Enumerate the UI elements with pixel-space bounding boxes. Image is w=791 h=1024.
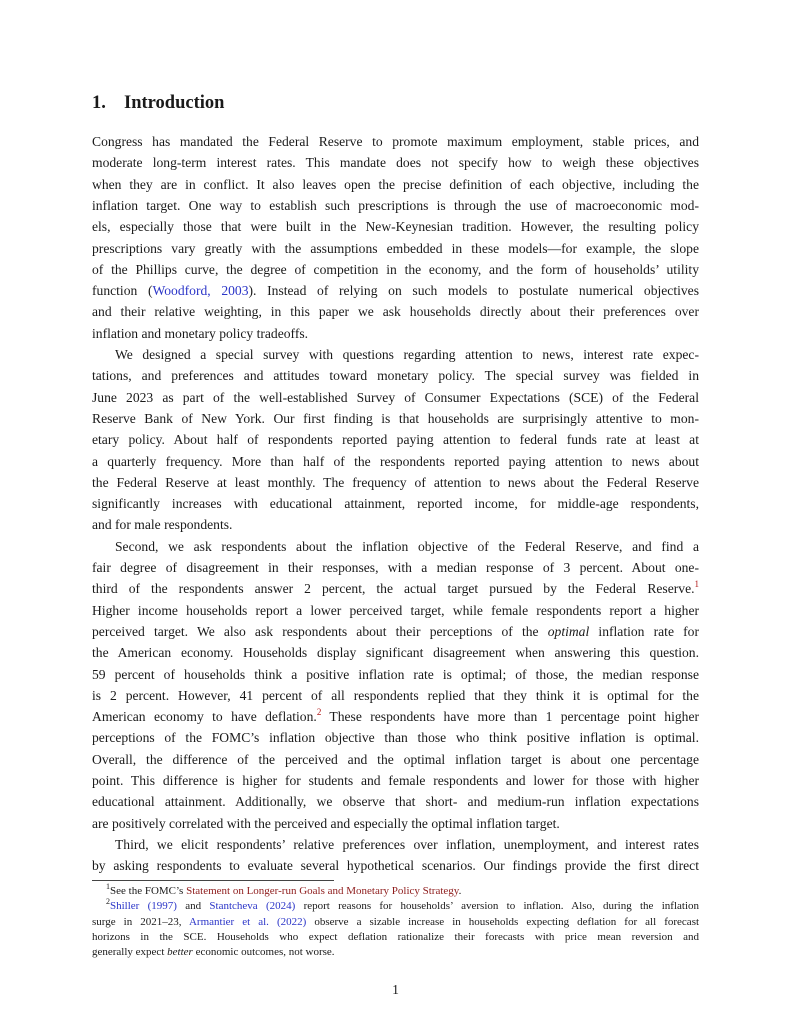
paragraph-line: [92, 453, 699, 471]
text-run: Higher income households report a lower perceived target, while female respondents report a higher: [92, 602, 699, 618]
paragraph-line: [92, 303, 699, 321]
url-link[interactable]: Statement on Longer-run Goals and Monetary Policy Strategy: [186, 885, 459, 897]
footnote-line: [92, 899, 699, 913]
paragraph-line: [92, 751, 699, 769]
footnote-line: [92, 930, 699, 944]
paragraph-line: [92, 815, 699, 833]
text-run: by asking respondents to evaluate several hypothetical scenarios. Our findings provide the first direct: [92, 858, 699, 874]
text-run: observe a sizable increase in households expecting deflation for all forecast: [306, 915, 700, 928]
text-run: .: [458, 885, 462, 897]
text-run: perceptions of the FOMC’s inflation objective than those who think positive inflation is optimal.: [92, 730, 699, 746]
page-number: 1: [392, 982, 399, 997]
emphasis-text: better: [167, 946, 193, 959]
text-run: perceived target. We also ask respondents about their perceptions of the: [92, 623, 548, 639]
paragraph-line: [92, 197, 699, 215]
paragraph-line: [92, 154, 699, 172]
text-run: educational attainment. Additionally, we observe that short- and medium-run inflation expectations: [92, 794, 699, 810]
footnote-line: [92, 915, 699, 929]
footnote-line: [92, 945, 699, 959]
citation-link[interactable]: Shiller (1997): [110, 900, 177, 913]
text-run: are positively correlated with the perceived and especially the optimal inflation target.: [92, 815, 560, 831]
paragraph-line: [92, 836, 699, 854]
text-run: function (: [92, 283, 153, 299]
text-run: Overall, the difference of the perceived and the optimal inflation target is about one percentage: [92, 751, 699, 767]
paragraph-line: [92, 218, 699, 236]
paragraph-line: [92, 516, 699, 534]
text-run: and for male respondents.: [92, 517, 233, 533]
text-run: tations, and preferences and attitudes toward monetary policy. The special survey was fielded in: [92, 368, 699, 384]
text-run: fair degree of disagreement in their responses, with a median response of 3 percent. About one-: [92, 560, 699, 575]
text-run: 59 percent of households think a positive inflation rate is optimal; of those, the median response: [92, 666, 699, 682]
text-run: etary policy. About half of respondents reported paying attention to federal funds rate at least at: [92, 432, 699, 448]
text-run: the Federal Reserve at least monthly. The frequency of attention to news about the Federal Reserve: [92, 474, 699, 490]
footnote-rule: [92, 880, 334, 881]
paragraph-line: [92, 410, 699, 428]
text-run: prescriptions vary greatly with the assumptions embedded in these models—for example, the slope: [92, 240, 699, 256]
text-run: See the FOMC’s: [110, 885, 187, 897]
text-run: Congress has mandated the Federal Reserve to promote maximum employment, stable prices, and: [92, 134, 699, 149]
paragraph-line: [92, 495, 699, 513]
citation-link[interactable]: Armantier et al. (2022): [188, 915, 307, 928]
text-run: inflation rate for: [589, 623, 699, 639]
paragraph-line: [92, 538, 699, 556]
text-run: the American economy. Households display significant disagreement when answering this question.: [92, 645, 699, 661]
text-run: third of the respondents answer 2 percent, the actual target pursued by the Federal Reserve.: [92, 581, 695, 597]
text-run: Reserve Bank of New York. Our first finding is that households are surprisingly attentive to mon-: [92, 410, 699, 426]
paragraph-line: [92, 687, 699, 705]
paragraph-line: [92, 772, 699, 790]
footnote-marker: 2: [106, 897, 110, 907]
paragraph-line: [92, 431, 699, 449]
text-run: These respondents have more than 1 percentage point higher: [321, 709, 700, 725]
text-run: American economy to have deflation.: [92, 709, 317, 725]
citation-link[interactable]: Stantcheva (2024): [209, 900, 296, 913]
paragraph-line: [92, 729, 699, 747]
text-run: inflation and monetary policy tradeoffs.: [92, 325, 309, 341]
text-run: ). Instead of relying on such models to postulate numerical objectives: [248, 283, 700, 299]
text-run: is 2 percent. However, 41 percent of all respondents replied that they think it is optimal for the: [92, 687, 699, 703]
paragraph-line: [92, 240, 699, 258]
footnote-marker: 1: [106, 882, 110, 891]
text-run: economic outcomes, not worse.: [192, 946, 335, 959]
paragraph-line: [92, 857, 699, 875]
text-run: els, especially those that were built in the New-Keynesian tradition. However, the resulting policy: [92, 219, 699, 235]
text-run: when they are in conflict. It also leaves open the precise definition of each objective, including the: [92, 176, 699, 192]
paragraph-line: [92, 623, 699, 641]
text-run: report reasons for households’ aversion to inflation. Also, during the inflation: [295, 900, 699, 913]
text-run: We designed a special survey with questions regarding attention to news, interest rate expec-: [115, 347, 699, 362]
section-heading: [92, 93, 224, 114]
citation-link[interactable]: Woodford, 2003: [152, 283, 249, 299]
paragraph-line: [92, 474, 699, 492]
paragraph-line: [92, 580, 699, 598]
paragraph-line: [92, 666, 699, 684]
emphasis-text: optimal: [547, 623, 590, 639]
text-run: June 2023 as part of the well-established Survey of Consumer Expectations (SCE) of the Federal: [92, 389, 699, 405]
footnote-ref-link[interactable]: 1: [694, 579, 699, 590]
text-run: Second, we ask respondents about the inflation objective of the Federal Reserve, and find a: [115, 538, 699, 554]
paragraph-line: [92, 708, 699, 726]
paragraph-line: [92, 346, 699, 364]
paragraph-line: [92, 602, 699, 620]
text-run: and their relative weighting, in this paper we ask households directly about their preferences over: [92, 304, 699, 320]
paragraph-line: [92, 176, 699, 194]
footnote-ref-link[interactable]: 2: [316, 707, 322, 718]
footnote-line: [92, 884, 699, 898]
text-run: horizons in the SCE. Households who expect deflation rationalize their forecasts with price mean reversion and: [92, 930, 699, 943]
text-run: a quarterly frequency. More than half of the respondents reported paying attention to news about: [92, 453, 699, 469]
paragraph-line: [92, 367, 699, 385]
text-run: inflation target. One way to establish such prescriptions is through the use of macroeconomic mod-: [92, 197, 699, 213]
section-title: Introduction: [124, 93, 225, 113]
text-run: point. This difference is higher for students and female respondents and lower for those with higher: [92, 773, 699, 788]
paragraph-line: [92, 282, 699, 300]
paragraph-line: [92, 133, 699, 151]
paragraph-line: [92, 389, 699, 407]
text-run: and: [176, 900, 210, 913]
paragraph-line: [92, 559, 699, 577]
text-run: significantly increases with educational attainment, reported income, for middle-age respondents,: [92, 496, 699, 512]
paragraph-line: [92, 325, 699, 343]
paragraph-line: [92, 261, 699, 279]
section-number: 1.: [92, 93, 106, 113]
text-run: Third, we elicit respondents’ relative preferences over inflation, unemployment, and interest rates: [115, 836, 699, 852]
paragraph-line: [92, 793, 699, 811]
text-run: of the Phillips curve, the degree of competition in the economy, and the form of households’ utility: [92, 261, 699, 277]
paragraph-line: [92, 644, 699, 662]
text-run: surge in 2021–23,: [92, 915, 189, 928]
text-run: generally expect: [92, 946, 168, 959]
text-run: moderate long-term interest rates. This mandate does not specify how to weigh these objectives: [92, 155, 699, 171]
